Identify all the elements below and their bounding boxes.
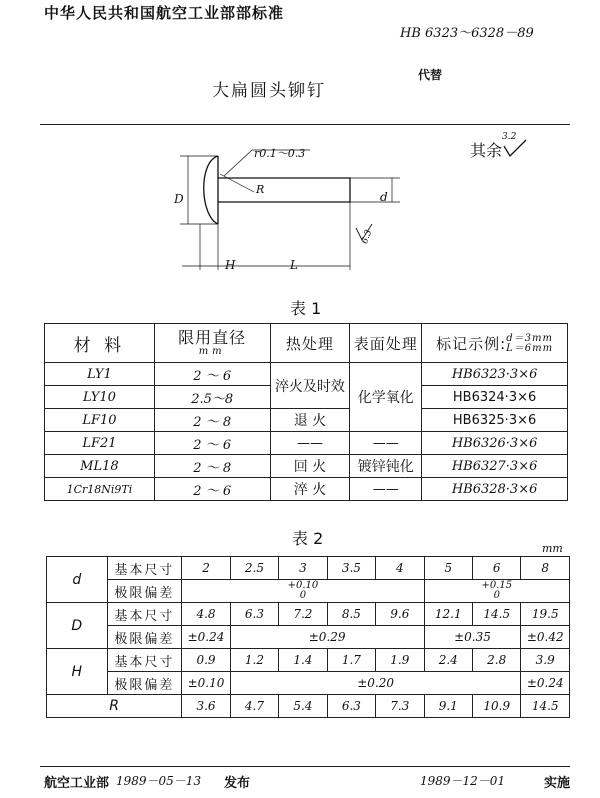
table-cell: 基本尺寸 (107, 649, 182, 672)
table-cell: 2.8 (473, 649, 521, 672)
table-cell: 6.3 (230, 603, 278, 626)
col-diameter: 限用直径 mm (154, 324, 270, 363)
table-cell: 2.5 (230, 557, 278, 580)
table-row (47, 672, 570, 695)
table-cell: 1.2 (230, 649, 278, 672)
table-row (47, 695, 570, 718)
rivet-shank-outline (218, 178, 350, 202)
table1-caption: 表 1 (290, 299, 322, 318)
table-cell: ±0.35 (424, 626, 521, 649)
table-row (45, 363, 568, 386)
table1 (44, 323, 568, 501)
table-cell: ±0.42 (521, 626, 570, 649)
table-cell: R (47, 695, 182, 718)
roughness-rest-label: 其余 (470, 141, 503, 160)
table-cell: 14.5 (521, 695, 570, 718)
table-cell: HB6325·3×6 (422, 409, 568, 432)
table-cell: —— (350, 432, 422, 455)
table-cell: ±0.29 (230, 626, 424, 649)
footer-issuer: 航空工业部 (44, 776, 110, 791)
table-cell: d (47, 557, 108, 603)
table-cell: 1Cr18Ni9Ti (45, 478, 155, 501)
footer-issue-label: 发布 (224, 776, 251, 791)
fillet-label: r0.1～0.3 (254, 147, 306, 160)
table-cell: 极限偏差 (107, 672, 182, 695)
table-cell: 3.9 (521, 649, 570, 672)
table-cell: LF10 (45, 409, 155, 432)
table-cell: HB6324·3×6 (422, 386, 568, 409)
table-cell: 2 (182, 557, 230, 580)
col-material: 材 料 (45, 324, 155, 363)
table-cell: 基本尺寸 (107, 557, 182, 580)
table-cell: 2 ～ 6 (154, 478, 270, 501)
table-cell: 1.7 (327, 649, 375, 672)
table-row (47, 649, 570, 672)
table-cell: H (47, 649, 108, 695)
table-cell: 化学氧化 (350, 363, 422, 432)
roughness-rest-note (470, 138, 528, 161)
table-cell: ±0.20 (230, 672, 521, 695)
table-cell: 5 (424, 557, 472, 580)
dim-R-leader (220, 174, 254, 192)
table-cell: 3 (279, 557, 327, 580)
table-row (47, 557, 570, 580)
dim-R-label: R (256, 183, 265, 196)
org-title: 中华人民共和国航空工业部部标准 (44, 4, 285, 22)
table-cell: 10.9 (473, 695, 521, 718)
fillet-leader (224, 150, 252, 176)
table-cell: 14.5 (473, 603, 521, 626)
table-cell: 9.6 (376, 603, 424, 626)
table-cell: HB6327·3×6 (422, 455, 568, 478)
table-cell: 回 火 (270, 455, 350, 478)
table-cell: 2.5～8 (154, 386, 270, 409)
table-cell: 19.5 (521, 603, 570, 626)
dim-D-label: D (174, 192, 184, 206)
table-cell: ±0.24 (182, 626, 230, 649)
table-cell: 0.9 (182, 649, 230, 672)
table-cell: 8.5 (327, 603, 375, 626)
table-cell: HB6326·3×6 (422, 432, 568, 455)
table-cell: HB6323·3×6 (422, 363, 568, 386)
table-cell: 7.3 (376, 695, 424, 718)
table-cell: 退 火 (270, 409, 350, 432)
rivet-head-outline (204, 156, 218, 224)
dim-L-label: L (290, 258, 298, 272)
table-cell: —— (270, 432, 350, 455)
table-cell: LY10 (45, 386, 155, 409)
table-cell: 1.4 (279, 649, 327, 672)
table-cell: 6 (473, 557, 521, 580)
table-row (47, 626, 570, 649)
table-cell: 4.7 (230, 695, 278, 718)
table-row (47, 603, 570, 626)
table-cell: ML18 (45, 455, 155, 478)
replace-label: 代替 (418, 68, 443, 82)
table-cell: 基本尺寸 (107, 603, 182, 626)
footer-issue-date: 1989－05－13 (116, 774, 202, 788)
table-cell: +0.10 0 (182, 580, 424, 603)
standard-number: HB 6323～6328－89 (400, 26, 534, 41)
table-cell: 淬火及时效 (270, 363, 350, 409)
table-cell: —— (350, 478, 422, 501)
shank-roughness-value: 6.3 (360, 228, 375, 246)
table-cell: 2.4 (424, 649, 472, 672)
table-cell: +0.15 0 (424, 580, 569, 603)
table-row (45, 455, 568, 478)
document-title: 大扁圆头铆钉 (212, 81, 326, 101)
table-cell: 淬 火 (270, 478, 350, 501)
table-cell: 7.2 (279, 603, 327, 626)
table-cell: 12.1 (424, 603, 472, 626)
table-cell: 镀锌钝化 (350, 455, 422, 478)
table-cell: 1.9 (376, 649, 424, 672)
table-cell: 8 (521, 557, 570, 580)
table-row (45, 432, 568, 455)
dim-d-label: d (380, 190, 388, 204)
table-cell: 3.6 (182, 695, 230, 718)
table-cell: 极限偏差 (107, 626, 182, 649)
table-cell: 4.8 (182, 603, 230, 626)
dim-H-label: H (225, 258, 236, 272)
table2-unit: mm (542, 542, 563, 555)
header-rule (40, 124, 570, 125)
table-cell: D (47, 603, 108, 649)
footer-impl-date: 1989－12－01 (420, 774, 506, 788)
table-cell: ±0.24 (521, 672, 570, 695)
table-cell: 5.4 (279, 695, 327, 718)
table-row (47, 580, 570, 603)
table-cell: 极限偏差 (107, 580, 182, 603)
table-row (45, 478, 568, 501)
footer-rule (40, 766, 570, 767)
table-cell: 9.1 (424, 695, 472, 718)
col-heat: 热处理 (270, 324, 350, 363)
table-cell: LF21 (45, 432, 155, 455)
table-cell: 2 ～ 6 (154, 363, 270, 386)
table-cell: 3.5 (327, 557, 375, 580)
table-cell: 4 (376, 557, 424, 580)
table-cell: 2 ～ 8 (154, 409, 270, 432)
table-cell: HB6328·3×6 (422, 478, 568, 501)
table-cell: 6.3 (327, 695, 375, 718)
footer-impl-label: 实施 (544, 776, 571, 791)
table-cell: ±0.10 (182, 672, 230, 695)
table-row (45, 409, 568, 432)
table2-caption: 表 2 (292, 529, 324, 548)
table-cell: LY1 (45, 363, 155, 386)
col-mark: 标记示例: d＝3mm L＝6mm (422, 324, 568, 363)
col-surface: 表面处理 (350, 324, 422, 363)
table2 (46, 556, 570, 718)
table-cell: 2 ～ 6 (154, 432, 270, 455)
table-cell: 2 ～ 8 (154, 455, 270, 478)
roughness-rest-value: 3.2 (502, 132, 517, 142)
